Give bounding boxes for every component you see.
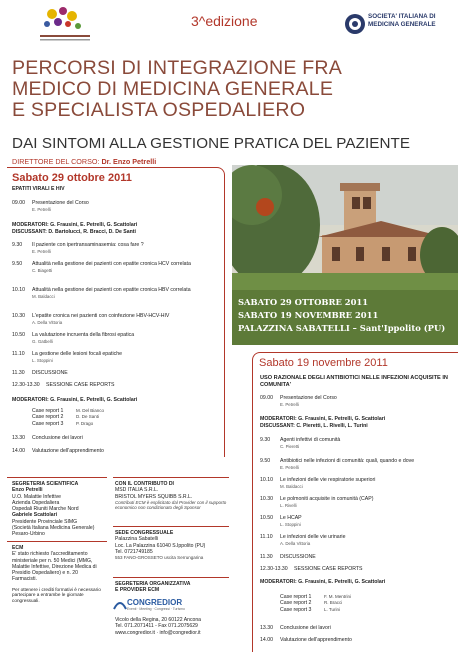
item-title: DISCUSSIONE xyxy=(280,554,316,560)
day1-topic: EPATITI VIRALI E HIV xyxy=(12,186,65,192)
info-line: (Società Italiana Medicina Generale) xyxy=(12,525,95,532)
case-report-name: M. Del Bianco xyxy=(76,408,105,413)
venue-title: SEDE CONGRESSUALE xyxy=(115,530,174,536)
item-time: 11.30 xyxy=(12,370,25,376)
item-title: Le HCAP xyxy=(280,515,302,521)
closing-text: Conclusione dei lavori xyxy=(280,625,331,631)
day1-item xyxy=(12,200,212,213)
item-speaker: L. Stoppini xyxy=(280,521,301,527)
day1-closing xyxy=(12,435,83,442)
day2-item xyxy=(260,534,450,547)
item-time: 10.10 xyxy=(260,477,273,483)
day2-discussants: DISCUSSANT: C. Pieretti, L. Rivelli, L. Turini xyxy=(260,423,368,429)
day1-item xyxy=(12,242,192,255)
day1-item xyxy=(12,287,192,300)
congredior-logo xyxy=(113,598,193,612)
photo-date-1: SABATO 29 OTTOBRE 2011 xyxy=(238,297,369,307)
day1-discussants: DISCUSSANT: D. Bartolucci, R. Bracci, D. De Santi xyxy=(12,229,136,235)
congredior-mark-icon xyxy=(113,599,127,611)
day2-item xyxy=(260,458,456,471)
item-time: 9.50 xyxy=(260,458,271,464)
venue-info xyxy=(115,530,235,561)
info-line: Palazzina Sabatelli xyxy=(115,536,159,543)
closing-text: Conclusione dei lavori xyxy=(32,435,83,441)
item-speaker: M. Baldacci xyxy=(280,483,303,489)
society-emblem-icon xyxy=(344,13,366,35)
day1-item xyxy=(12,370,68,377)
congredior-tagline: Eventi · Meeting · Congressi · Turismo xyxy=(127,607,185,611)
page-subtitle: DAI SINTOMI ALLA GESTIONE PRATICA DEL PAZIENTE xyxy=(12,135,411,152)
case-report-name: L. Turini xyxy=(324,606,341,612)
edition-label: 3^edizione xyxy=(191,13,258,29)
item-speaker: C. Pieretti xyxy=(280,443,300,449)
closing-time: 13.30 xyxy=(260,625,273,631)
day2-topic: USO RAZIONALE DEGLI ANTIBIOTICI NELLE INFEZIONI ACQUISITE IN COMUNITA' xyxy=(260,375,448,388)
title-line-2: MEDICO DI MEDICINA GENERALE xyxy=(12,78,334,100)
day2-item xyxy=(260,566,363,573)
day2-date: Sabato 19 novembre 2011 xyxy=(259,357,388,369)
day2-item xyxy=(260,477,450,490)
item-time: 09.00 xyxy=(12,200,25,206)
case-report-name: D. De Santi xyxy=(76,414,100,420)
day2-item xyxy=(260,515,450,528)
item-time: 11.30 xyxy=(260,554,273,560)
info-line: Presidente Provinciale SIMG xyxy=(12,518,78,525)
divider xyxy=(113,577,229,578)
ecm-text: E' stato richiesto l'accreditamento ministeriale per n. 50 Medici (MMG, Malattie Infettive, Direzione Medica di Presidio Ospedaliero) e n. 20 Farmacisti. xyxy=(12,551,97,583)
item-speaker: E. Petrelli xyxy=(280,401,299,407)
divider xyxy=(7,477,107,478)
case-report-label: Case report 1 xyxy=(32,408,64,414)
case-report-name: R. Bracci xyxy=(324,600,343,606)
item-title: Le polmoniti acquisite in comunità (CAP) xyxy=(280,496,374,502)
day1-case-reports xyxy=(32,408,104,427)
day1-date: Sabato 29 ottobre 2011 xyxy=(12,172,132,184)
scientific-secretariat xyxy=(12,481,112,538)
item-time: 9.50 xyxy=(12,261,23,267)
divider xyxy=(113,526,229,527)
case-report-name: F. M. Mentrini xyxy=(324,594,352,599)
item-title: Antibiotici nelle infezioni di comunità: quali, quando e dove xyxy=(280,458,415,464)
divider xyxy=(113,477,229,478)
case-report-label: Case report 3 xyxy=(32,420,64,427)
closing-time: 13.30 xyxy=(12,435,25,441)
course-logo xyxy=(30,2,100,48)
day1-item xyxy=(12,332,212,345)
contributors xyxy=(115,481,230,511)
director-name: Dr. Enzo Petrelli xyxy=(101,157,157,166)
info-line: www.congredior.it · info@congredior.it xyxy=(115,629,201,636)
item-title: Attualità nella gestione dei pazienti con epatite cronica HBV correlata xyxy=(32,287,191,293)
secretary-subtitle: E PROVIDER ECM xyxy=(115,587,160,594)
item-time: 09.00 xyxy=(260,395,273,401)
congredior-name: CONGREDIOR xyxy=(127,598,183,607)
divider xyxy=(7,541,107,542)
item-time: 10.10 xyxy=(12,287,25,293)
item-title: Agenti infettivi di comunità xyxy=(280,437,341,443)
item-speaker: E. Petrelli xyxy=(32,206,51,212)
item-title: Le infezioni delle vie urinarie xyxy=(280,534,346,540)
society-logo xyxy=(344,13,448,35)
item-speaker: G. Gatbelli xyxy=(32,338,53,344)
info-line: Vicolo della Regina, 20 60122 Ancona xyxy=(115,617,202,623)
day1-item xyxy=(12,261,192,274)
society-name: SOCIETA' ITALIANA DI MEDICINA GENERALE xyxy=(368,13,436,28)
item-time: 12.30-13.30 xyxy=(12,382,40,388)
day1-closing xyxy=(12,448,104,455)
case-report-label: Case report 2 xyxy=(280,600,312,607)
photo-date-2: SABATO 19 NOVEMBRE 2011 xyxy=(238,310,379,320)
item-title: SESSIONE CASE REPORTS xyxy=(294,566,363,572)
title-line-3: E SPECIALISTA OSPEDALIERO xyxy=(12,99,306,121)
contrib-title: CON IL CONTRIBUTO DI xyxy=(115,481,174,487)
item-time: 10.50 xyxy=(260,515,273,521)
item-title: Il paziente con ipertransaminasemia: cosa fare ? xyxy=(32,242,144,248)
day2-item xyxy=(260,496,450,509)
page-title xyxy=(12,58,452,121)
ecm-note: Per ottenere i crediti formativi è necessario partecipare a entrambe le giornate congressuali. xyxy=(12,586,101,603)
item-speaker: L. Stoppini xyxy=(32,357,53,363)
info-line: Enzo Petrelli xyxy=(12,487,43,494)
info-line: U.O. Malattie Infettive xyxy=(12,493,61,500)
photo-venue: PALAZZINA SABATELLI – Sant'Ippolito (PU) xyxy=(238,323,446,333)
case-report-label: Case report 3 xyxy=(280,606,312,613)
item-speaker: C. Biagetti xyxy=(32,267,53,273)
item-time: 9.30 xyxy=(260,437,271,443)
case-report-label: Case report 2 xyxy=(32,414,64,421)
info-line: Gabriele Scattolari xyxy=(12,512,58,519)
item-time: 11.10 xyxy=(12,351,25,357)
item-title: Presentazione del Corso xyxy=(280,395,337,401)
case-report-name: P. Drago xyxy=(76,420,94,426)
item-speaker: L. Rivelli xyxy=(280,502,297,508)
day1-cr-moderators: MODERATORI: G. Frausini, E. Petrelli, G. Scattolari xyxy=(12,397,138,403)
info-line: Pesaro-Urbino xyxy=(12,531,45,538)
day2-moderators: MODERATORI: G. Frausini, E. Petrelli, G. Scattolari xyxy=(260,416,386,422)
secretary-contacts xyxy=(115,617,240,636)
closing-text: Valutazione dell'apprendimento xyxy=(32,448,104,454)
info-line: Ospedali Riuniti Marche Nord xyxy=(12,506,79,513)
item-time: 10.30 xyxy=(12,313,25,319)
item-time: 10.30 xyxy=(260,496,273,502)
day2-item xyxy=(260,395,450,408)
closing-time: 14.00 xyxy=(260,637,273,643)
item-title: L'epatite cronica nei pazienti con coinfezione HBV-HCV-HIV xyxy=(32,313,170,319)
info-line: Loc. La Palazzina 61040 S.Ippolito (PU) xyxy=(115,542,206,549)
scientific-title: SEGRETERIA SCIENTIFICA xyxy=(12,481,79,487)
item-speaker: E. Petrelli xyxy=(32,248,51,254)
day2-closing xyxy=(260,637,352,644)
closing-text: Valutazione dell'apprendimento xyxy=(280,637,352,643)
item-title: Attualità nella gestione dei pazienti con epatite cronica HCV correlata xyxy=(32,261,191,267)
ecm-title: ECM xyxy=(12,545,24,551)
day1-item xyxy=(12,313,212,326)
item-time: 9.30 xyxy=(12,242,23,248)
item-speaker: E. Petrelli xyxy=(280,464,299,470)
case-report-label: Case report 1 xyxy=(280,594,312,600)
item-speaker: A. Della Vittoria xyxy=(280,540,311,546)
info-line: MSD ITALIA S.R.L. xyxy=(115,487,159,494)
item-title: La gestione delle lesioni focali epatiche xyxy=(32,351,122,357)
item-time: 10.50 xyxy=(12,332,25,338)
day1-moderators: MODERATORI: G. Frausini, E. Petrelli, G. Scattolari xyxy=(12,222,138,228)
contrib-note: Contributi ECM è esplicitato dal Provider con il supporto economico non condizionato degli Sponsor xyxy=(115,499,227,511)
title-line-1: PERCORSI DI INTEGRAZIONE FRA xyxy=(12,57,343,79)
item-title: DISCUSSIONE xyxy=(32,370,68,376)
item-title: La valutazione incruenta della fibrosi epatica xyxy=(32,332,135,338)
day2-cr-moderators: MODERATORI: G. Frausini, E. Petrelli, G. Scattolari xyxy=(260,579,386,585)
day2-item xyxy=(260,437,450,450)
day1-item xyxy=(12,351,212,364)
day2-case-reports xyxy=(280,594,351,613)
item-title: Le infezioni delle vie respiratorie superiori xyxy=(280,477,376,483)
day1-item xyxy=(12,382,115,389)
item-speaker: A. Della Vittoria xyxy=(32,319,63,325)
info-line: Tel. 0721749185 xyxy=(115,548,153,555)
ecm-section xyxy=(12,545,102,604)
info-line: Azienda Ospedaliera xyxy=(12,499,60,506)
director-label: DIRETTORE DEL CORSO: xyxy=(12,157,100,166)
item-title: SESSIONE CASE REPORTS xyxy=(46,382,115,388)
item-time: 11.10 xyxy=(260,534,273,540)
item-title: Presentazione del Corso xyxy=(32,200,89,206)
organizing-secretariat xyxy=(115,581,235,594)
venue-note: 553 FANO-GROSSETO uscita Serrungarina xyxy=(115,555,204,561)
course-director xyxy=(12,157,156,166)
item-time: 12.30-13.30 xyxy=(260,566,288,572)
day2-closing xyxy=(260,625,331,632)
info-line: Tel. 071.2071411 - Fax 071.2075629 xyxy=(115,623,198,630)
item-speaker: M. Baldacci xyxy=(32,293,55,299)
day2-item xyxy=(260,554,316,561)
info-line: BRISTOL MYERS SQUIBB S.R.L. xyxy=(115,493,193,500)
closing-time: 14.00 xyxy=(12,448,25,454)
secretary-title: SEGRETERIA ORGANIZZATIVA xyxy=(115,581,191,587)
